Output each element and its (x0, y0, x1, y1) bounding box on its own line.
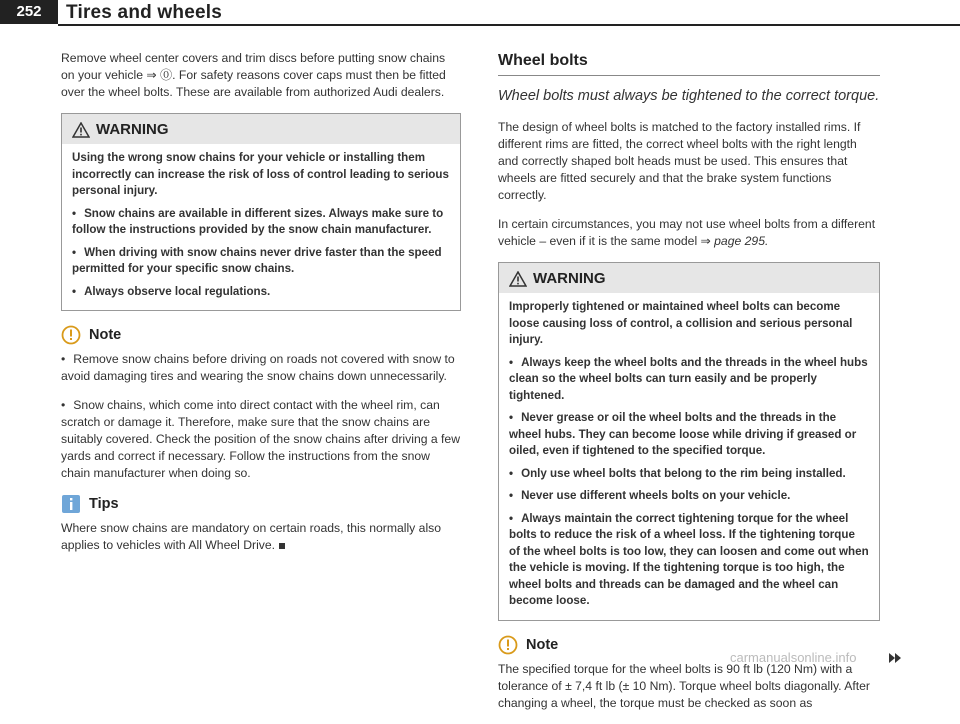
tips-label: Tips (89, 496, 119, 512)
note-label: Note (89, 327, 122, 343)
warning-intro: Improperly tightened or maintained wheel bolts can become loose causing loss of control, a collision and serious personal injury. (509, 300, 853, 346)
header-rule (58, 24, 960, 26)
warning-item: • Never grease or oil the wheel bolts and the threads in the wheel hubs. They can become loose while driving if greased or oiled, even if tightened to the specified torque. (509, 410, 869, 460)
warning-item: • Only use wheel bolts that belong to the rim being installed. (509, 466, 869, 483)
note-icon (61, 325, 81, 345)
note-item: • Remove snow chains before driving on roads not covered with snow to avoid damaging tires and wearing the snow chains down unnecessarily. (61, 351, 461, 385)
wheel-bolts-para-1: The design of wheel bolts is matched to the factory installed rims. If different rims are fitted, the correct wheel bolts with the right length and correctly shaped bolt heads must be used. This ensures that wheels are fitted securely and that the brake system functions correctly. (498, 120, 861, 202)
section-title: Wheel bolts (498, 52, 880, 76)
warning-item: • Always observe local regulations. (72, 284, 450, 301)
watermark: carmanualsonline.info (730, 650, 857, 665)
warning-item: • Snow chains are available in different sizes. Always make sure to follow the instructions provided by the snow chain manufacturer. (72, 206, 450, 239)
left-column (61, 50, 461, 566)
warning-header (62, 114, 460, 144)
note-header (61, 325, 461, 345)
warning-item: Using the wrong snow chains for your vehicle or installing them incorrectly can increase the risk of loss of control leading to serious personal injury. (72, 151, 449, 197)
warning-header (499, 263, 879, 293)
wheel-bolts-para-2: In certain circumstances, you may not use wheel bolts from a different vehicle – even if it is the same model ⇒ page 295. (498, 217, 876, 248)
tips-header (61, 494, 461, 514)
snow-chain-warning-box (61, 113, 461, 311)
end-mark-icon (279, 543, 285, 549)
warning-label: WARNING (96, 121, 169, 138)
warning-item: • Always keep the wheel bolts and the threads in the wheel hubs clean so the wheel bolts can turn easily and be properly tightened. (509, 355, 869, 405)
warning-item: • Always maintain the correct tightening torque for the wheel bolts to reduce the risk of a wheel loss. If the tightening torque of the wheel bolts is too low, they can loosen and come out when the vehicle is moving. If the tightening torque is too high, the wheel bolts and threads can be damaged and the wheel can become loose. (509, 511, 869, 610)
page-number: 252 (0, 0, 58, 24)
torque-note-text: The specified torque for the wheel bolts is 90 ft lb (120 Nm) with a tolerance of ± 7,4 ft lb (± 10 Nm). Torque wheel bolts diagonally. After changing a wheel, the torque must be checked as soon as (498, 661, 870, 710)
snow-chain-intro: Remove wheel center covers and trim discs before putting snow chains on your vehicle ⇒ ⓪. For safety reasons cover caps must then be fitted over the wheel bolts. These are available from authorized Audi dealers. (61, 51, 446, 99)
note-item: • Snow chains, which come into direct contact with the wheel rim, can scratch or damage it. Therefore, make sure that the snow chains are suitably covered. Check the position of the snow chains after driving a few yards and correct if necessary. Follow the instructions from the snow chain manufacturer when doing so. (61, 397, 461, 482)
warning-label: WARNING (533, 270, 606, 287)
warning-icon (509, 271, 527, 287)
wheel-bolts-warning-box (498, 262, 880, 621)
warning-body (499, 293, 879, 620)
section-subtitle: Wheel bolts must always be tightened to the correct torque. (498, 88, 880, 104)
note-label: Note (526, 636, 559, 653)
continue-arrow-icon (888, 652, 902, 664)
warning-item: • When driving with snow chains never drive faster than the speed permitted for your specific snow chains. (72, 245, 450, 278)
page-reference-link[interactable]: page 295. (714, 234, 769, 248)
chapter-title: Tires and wheels (66, 2, 222, 23)
warning-body (62, 144, 460, 310)
note-icon (498, 635, 518, 655)
info-icon (61, 494, 81, 514)
warning-icon (72, 122, 90, 138)
right-column (498, 50, 880, 724)
warning-item: • Never use different wheels bolts on your vehicle. (509, 488, 869, 505)
tips-text: Where snow chains are mandatory on certain roads, this normally also applies to vehicles with All Wheel Drive. (61, 521, 442, 552)
